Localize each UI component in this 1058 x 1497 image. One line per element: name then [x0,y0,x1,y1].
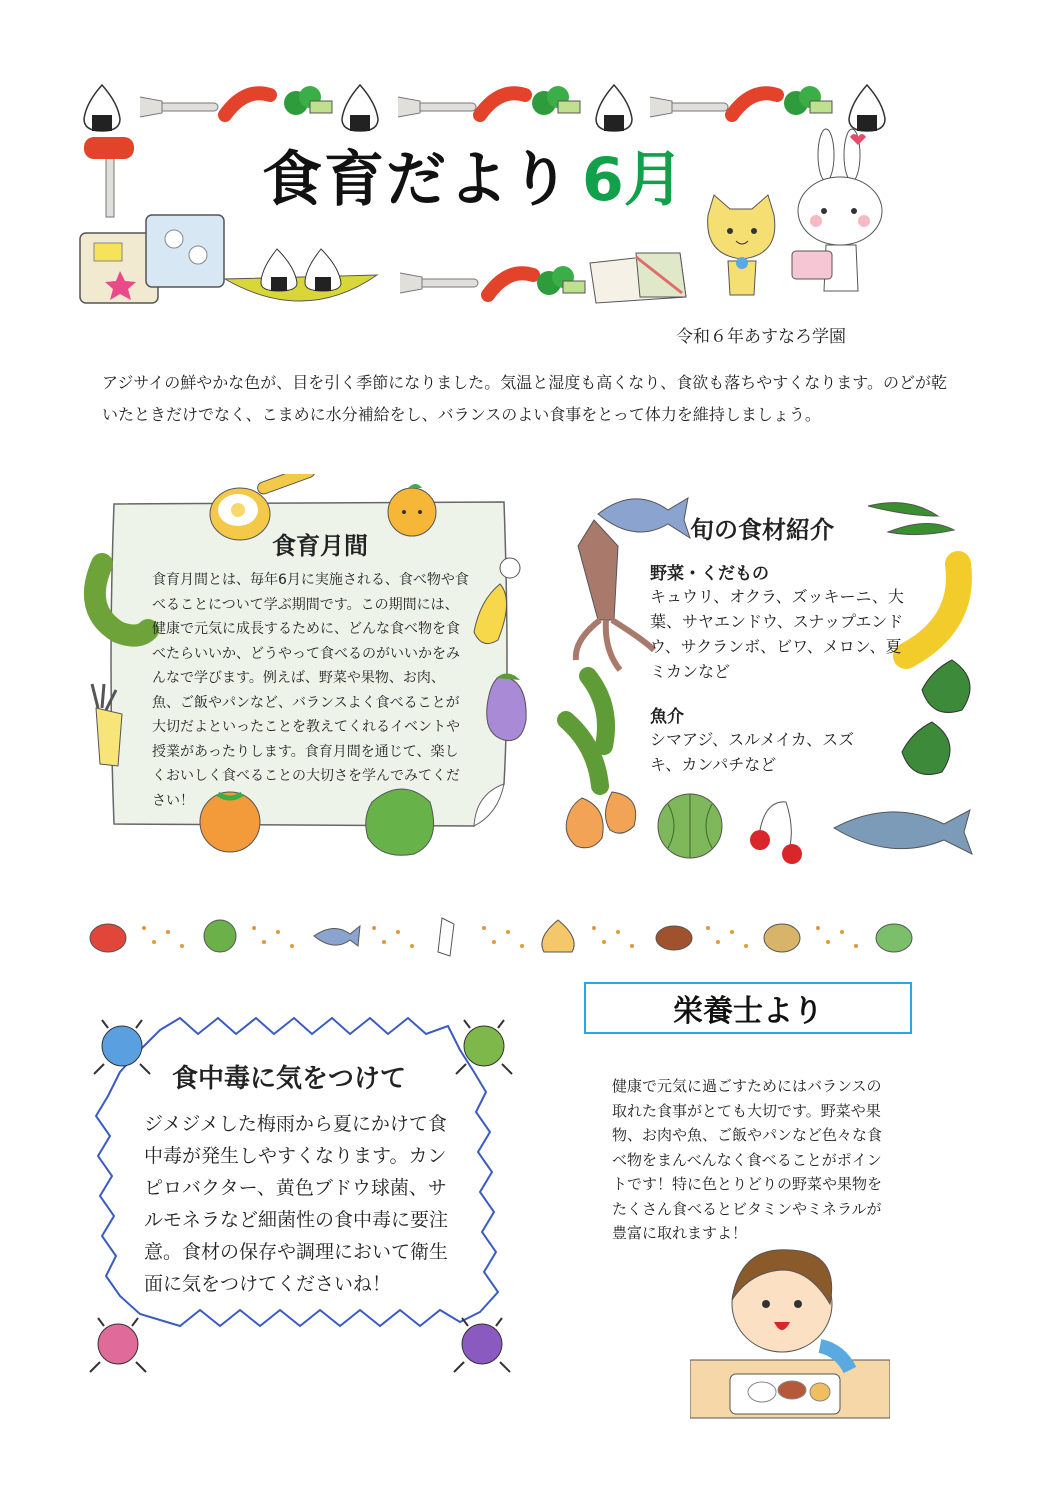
shiso-leaf-icon [922,660,970,713]
rice-bowl-icon [876,924,912,952]
daikon-icon [438,918,454,956]
food-month-title: 食育月間 [272,532,368,560]
onigiri-icon [849,85,885,131]
nutritionist-title-box [584,982,912,1034]
food-divider [88,912,928,960]
intro-paragraph: アジサイの鮮やかな色が、目を引く季節になりました。気温と湿度も高くなり、食欲も落ちやすくなります。のどが乾いたときだけでなく、こまめに水分補給をし、バランスのよい食事をとって体力を維持しましょう。 [102,373,947,424]
onigiri-icon [342,85,378,131]
squid-icon [576,520,654,670]
okra-icon [868,503,954,535]
germ-icon [456,1020,512,1074]
green-pepper-icon [204,920,236,952]
onion-icon [542,920,574,952]
seafood-heading: 魚介 [650,707,684,727]
seafood-list: シマアジ、スルメイカ、スズキ、カンパチなど [650,730,855,774]
fork-icon [400,273,478,293]
fish-icon [314,926,360,946]
germ-icon [94,1020,150,1074]
meat-icon [656,926,692,950]
nutritionist-title: 栄養士より [673,994,823,1029]
sausage-icon [225,93,270,115]
bento-icon [80,215,224,303]
cucumber-icon [566,676,606,786]
sausage-fork-icon [84,137,134,217]
potato-icon [764,924,800,952]
sausage-icon [488,273,533,295]
sparkle-dots [142,926,858,948]
food-poisoning-title: 食中毒に気をつけて [172,1064,407,1094]
melon-icon [658,794,722,858]
rabbit-icon [792,129,882,291]
germ-icon [454,1318,510,1372]
sausage-icon [480,93,525,115]
broccoli-icon [284,86,332,115]
vegetables-list: キュウリ、オクラ、ズッキーニ、大葉、サヤエンドウ、スナップエンドウ、サクランボ、ビワ、メロン、夏ミカンなど [650,587,904,681]
germ-icon [90,1318,146,1372]
seasonal-foods-title: 旬の食材紹介 [690,516,834,544]
fish-icon [834,810,972,854]
broccoli-icon [784,86,832,115]
vegetables-heading: 野菜・くだもの [650,564,769,584]
sausage-icon [732,93,777,115]
school-name: 令和６年あすなろ学園 [676,327,846,347]
shiso-leaf-icon [902,722,950,775]
newsletter-month: 6月 [582,145,684,215]
fork-icon [140,97,218,117]
onigiri-icon [596,85,632,131]
zucchini-icon [906,564,959,656]
fork-icon [650,97,728,117]
cat-icon [708,195,775,295]
food-month-body: 食育月間とは、毎年6月に実施される、食べ物や食べることについて学ぶ期間です。この期間には、健康で元気に成長するために、どんな食べ物を食べたらいいか、どうやって食べるのがいいかをみんなで学びます。例えば、野菜や果物、お肉、魚、ご飯やパンなど、バランスよく食べることが大切だよといったことを教えてくれるイベントや授業があったりします。食育月間を通じて、楽しくおいしく食べることの大切さを学んでみてください！ [152,572,469,809]
broccoli-icon [532,86,580,115]
tomato-icon [90,924,126,952]
onigiri-boat-icon [225,249,377,301]
onigiri-icon [84,85,120,131]
cherry-icon [750,802,802,864]
broccoli-icon [537,266,585,295]
food-poisoning-body: ジメジメした梅雨から夏にかけて食中毒が発生しやすくなります。カンピロバクター、黄色ブドウ球菌、サルモネラなど細菌性の食中毒に要注意。食材の保存や調理において衛生面に気をつけてくださいね！ [144,1113,449,1295]
newsletter-title: 食育だより [262,145,572,215]
sandwich-icon [590,253,686,303]
nutritionist-body: 健康で元気に過ごすためにはバランスの取れた食事がとても大切です。野菜や果物、お肉や魚、ご飯やパンなど色々な食べ物をまんべんなく食べることがポイントです！特に色とりどりの野菜や果物をたくさん食べるとビタミンやミネラルが豊富に取れますよ！ [612,1077,883,1242]
fork-icon [398,97,476,117]
fish-icon [598,498,690,538]
orange-icon [388,484,436,536]
loquat-icon [566,792,635,848]
child-eating-icon [690,1240,890,1420]
